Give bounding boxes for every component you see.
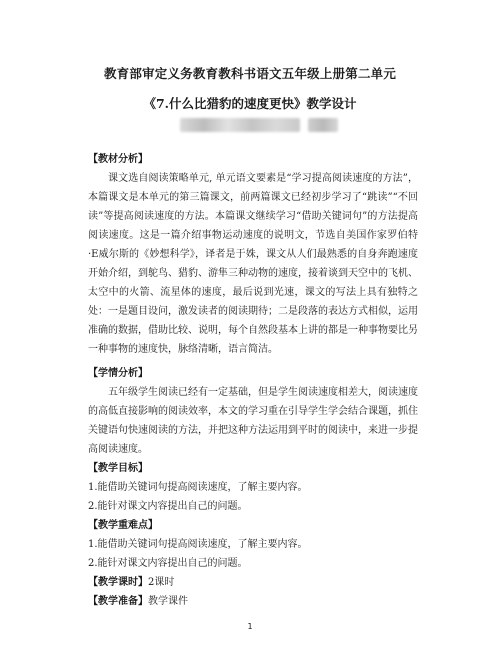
redacted-author-block <box>180 118 300 132</box>
keypoint-item-2: 2.能针对课文内容提出自己的问题。 <box>88 558 248 569</box>
document-body <box>88 150 418 611</box>
hours-value: 2课时 <box>148 577 175 588</box>
goal-item-1: 1.能借助关键词句提高阅读速度，了解主要内容。 <box>88 482 308 493</box>
prep-line <box>88 592 418 611</box>
document-subtitle: 《7.什么比猎豹的速度更快》教学设计 <box>143 96 357 111</box>
hours-line <box>88 573 418 592</box>
keypoint-item-1: 1.能借助关键词句提高阅读速度，了解主要内容。 <box>88 539 308 550</box>
document-title: 教育部审定义务教育教科书语文五年级上册第二单元 <box>103 66 397 81</box>
section-heading-material: 【教材分析】 <box>88 154 148 165</box>
redacted-author-block-2 <box>308 118 338 132</box>
goal-item-2: 2.能针对课文内容提出自己的问题。 <box>88 501 248 512</box>
section-heading-prep: 【教学准备】 <box>88 596 148 607</box>
prep-value: 教学课件 <box>148 596 188 607</box>
section-heading-keypoints: 【教学重难点】 <box>88 520 158 531</box>
section-heading-hours: 【教学课时】 <box>88 577 148 588</box>
student-paragraph: 五年级学生阅读已经有一定基础，但是学生阅读速度相差大，阅读速度的高低直接影响的阅读效率，本文的学习重在引导学生学会结合课题，抓住关键语句快速阅读的方法，并把这种方法运用到平时的阅读中，来进一步提高阅读速度。 <box>88 387 418 455</box>
section-heading-goals: 【教学目标】 <box>88 463 148 474</box>
page-number: 1 <box>247 622 253 631</box>
material-paragraph: 课文选自阅读策略单元, 单元语文要素是“学习提高阅读速度的方法”，本篇课文是本单元的第三篇课文，前两篇课文已经初步学习了“跳读”“不回读”等提高阅读速度的方法。本篇课文继续学习“借助关键词句”的方法提高阅读速度。这是一篇介绍事物运动速度的说明文，节选自美国作家罗伯特·E威尔斯的《妙想科学》，译者是于姝，课文从人们最熟悉的自身奔跑速度开始介绍，到鸵鸟、猎豹、游隼三种动物的速度，接着谈到天空中的飞机、太空中的火箭、流星体的速度，最后说到光速，课文的写法上具有独特之处：一是题目设问，激发读者的阅读期待；二是段落的表达方式相似，运用准确的数据，借助比较、说明，每个自然段基本上讲的都是一种事物要比另一种事物的速度快，脉络清晰，语言简洁。 <box>88 173 418 355</box>
section-heading-student: 【学情分析】 <box>88 368 148 379</box>
